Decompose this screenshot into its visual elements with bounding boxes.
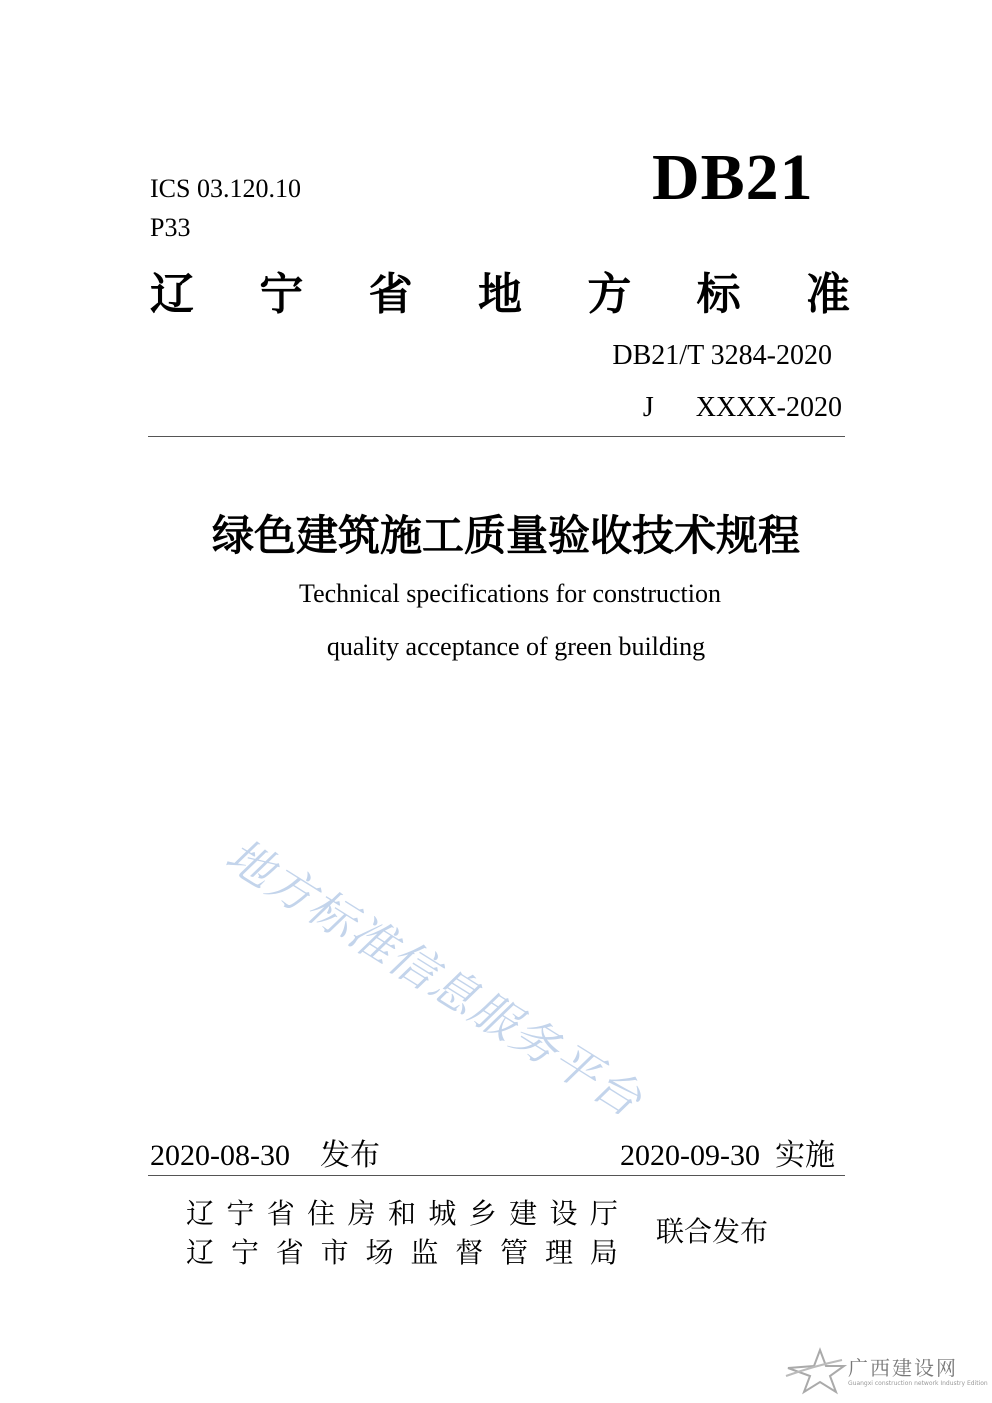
- classification-code: P33: [150, 213, 191, 242]
- publisher-char: 市: [320, 1236, 349, 1269]
- top-divider: [148, 436, 845, 437]
- publisher-char: 宁: [226, 1197, 255, 1230]
- publisher-char: 房: [347, 1197, 376, 1230]
- publisher-char: 辽: [186, 1236, 215, 1269]
- standard-type-char: 省: [368, 269, 413, 320]
- standard-type-char: 地: [477, 269, 522, 320]
- standard-type-char: 辽: [150, 269, 194, 320]
- site-subtitle: Guangxi construction network Industry Edition: [848, 1380, 988, 1387]
- ics-code: ICS 03.120.10: [150, 174, 301, 203]
- bottom-divider: [148, 1175, 845, 1176]
- publisher-char: 乡: [468, 1197, 497, 1230]
- publisher-char: 建: [509, 1197, 538, 1230]
- jointly-issued-label: 联合发布: [656, 1215, 769, 1248]
- standard-type-heading: [150, 258, 850, 322]
- effective-date: 2020-09-30 实施: [620, 1139, 835, 1172]
- publisher-char: 设: [549, 1197, 578, 1230]
- publisher-char: 省: [266, 1197, 295, 1230]
- publisher-char: 和: [387, 1197, 416, 1230]
- publisher-char: 宁: [230, 1236, 259, 1269]
- standard-type-char: 准: [805, 269, 850, 320]
- db-code: DB21: [652, 141, 814, 214]
- publisher-char: 理: [545, 1236, 574, 1269]
- standard-number: DB21/T 3284-2020: [612, 340, 832, 371]
- site-name: 广西建设网: [848, 1356, 958, 1380]
- standard-type-char: 标: [696, 269, 741, 320]
- publisher-char: 督: [455, 1236, 484, 1269]
- record-number: J XXXX-2020: [642, 392, 842, 423]
- platform-watermark: 地方标准信息服务平台: [216, 827, 653, 1128]
- title-english-line-2: quality acceptance of green building: [326, 632, 706, 661]
- publisher-char: 住: [307, 1197, 336, 1230]
- publisher-char: 辽: [186, 1197, 215, 1230]
- standard-type-char: 宁: [259, 269, 304, 320]
- publisher-char: 监: [410, 1236, 439, 1269]
- standard-type-char: 方: [587, 269, 632, 320]
- publisher-char: 局: [589, 1236, 618, 1269]
- publisher-char: 管: [500, 1236, 529, 1269]
- publisher-market-bureau: [186, 1231, 618, 1271]
- publisher-char: 城: [428, 1197, 457, 1230]
- title-english-line-1: Technical specifications for construction: [299, 579, 721, 608]
- publisher-char: 省: [275, 1236, 304, 1269]
- publisher-char: 场: [365, 1236, 394, 1269]
- issue-date: 2020-08-30 发布: [150, 1139, 380, 1172]
- publisher-housing-department: [186, 1192, 618, 1232]
- title-chinese: 绿色建筑施工质量验收技术规程: [211, 511, 800, 560]
- publisher-char: 厅: [589, 1197, 618, 1230]
